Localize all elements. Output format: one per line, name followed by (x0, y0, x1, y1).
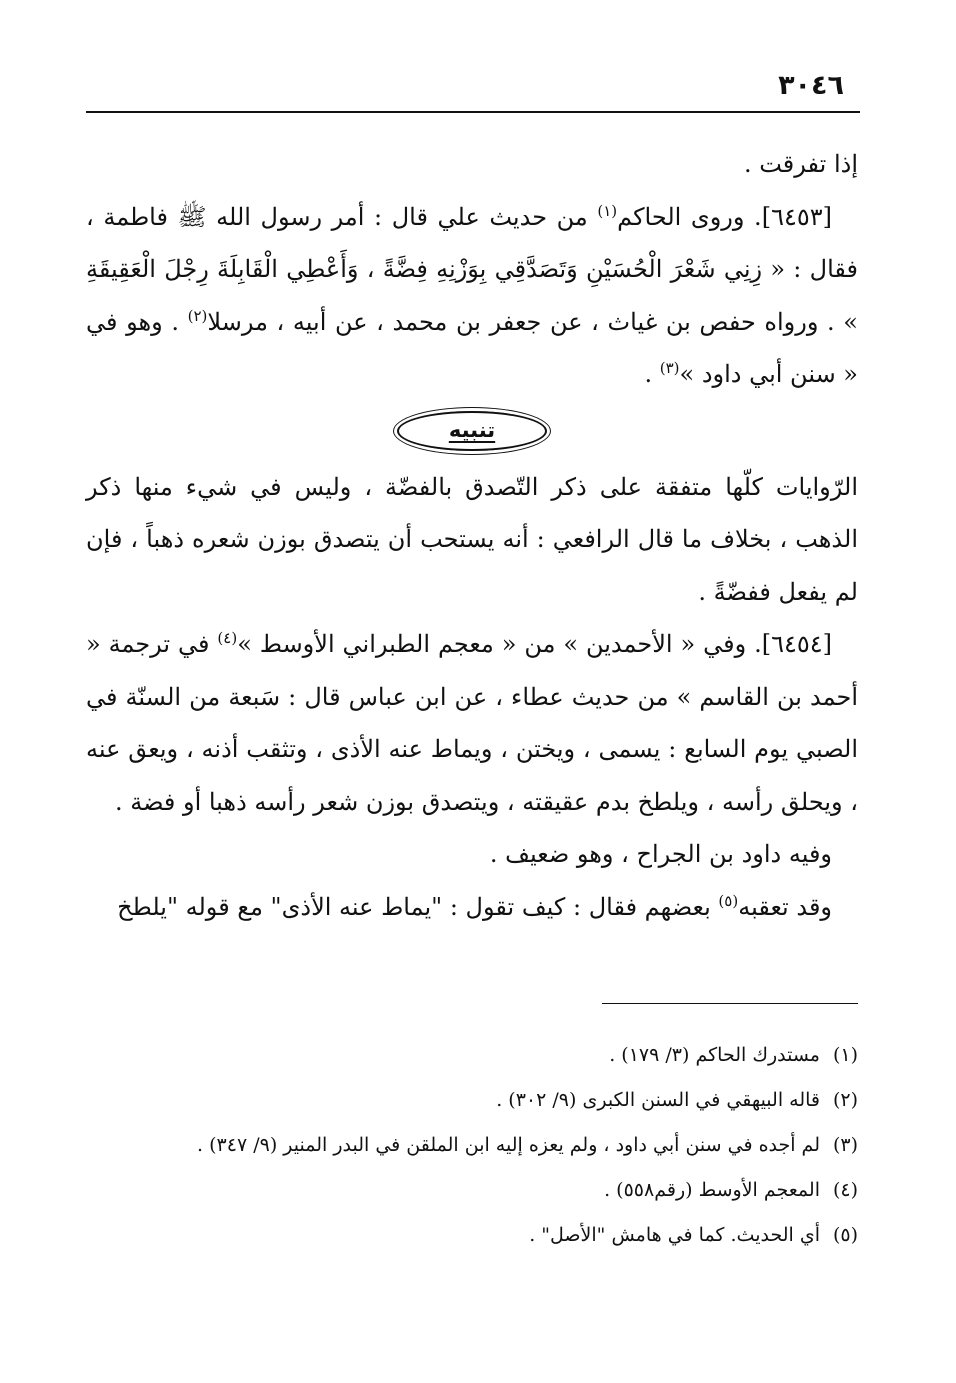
paragraph-6: وقد تعقبه$^{(٥)}$ بعضهم فقال : كيف تقول : "يماط عنه الأذى" مع قوله "يلطخ (117, 891, 832, 921)
paragraph-3: الرّوايات كلّها متفقة على ذكر التّصدق بالفضّة ، وليس في شيء منها ذكر الذهب ، بخلاف ما قال الرافعي : أنه يستحب أن يتصدق بوزن شعره ذهباً ، فإن لم يفعل ففضّةً . (86, 472, 858, 606)
notice-badge (397, 411, 547, 451)
footnote-number: (٥) (832, 1224, 858, 1246)
footnotes (86, 1033, 858, 1258)
footnote-text: قاله البيهقي في السنن الكبرى (٩/ ٣٠٢) . (496, 1089, 820, 1111)
footnote-1 (86, 1033, 858, 1078)
footnote-4 (86, 1168, 858, 1213)
footnote-number: (١) (832, 1044, 858, 1066)
footnote-text: أي الحديث. كما في هامش "الأصل" . (529, 1224, 820, 1246)
notice-title: تنبيه (448, 418, 496, 443)
paragraph-2: [٦٤٥٣]. وروى الحاكم$^{(١)}$ من حديث علي قال : أمر رسول الله ﷺ فاطمة ، فقال : « زِنِي شَعْرَ الْحُسَيْنِ وَتَصَدَّقِي بِوَزْنِهِ فِضَّةً ، وَأَعْطِي الْقَابِلَةَ رِجْلَ الْعَقِيقَةِ » . ورواه حفص بن غياث ، عن جعفر بن محمد ، عن أبيه ، مرسلا$^{(٢)}$ . وهو في « سنن أبي داود »$^{(٣)}$ . (86, 201, 859, 388)
footnote-rule (602, 1003, 858, 1004)
footnote-ref-1[interactable]: (١) (597, 201, 618, 220)
footnote-2 (86, 1078, 858, 1123)
footnote-ref-5[interactable]: (٥) (718, 891, 739, 910)
footnote-ref-3[interactable]: (٣) (659, 359, 680, 377)
notice-heading (86, 401, 858, 461)
footnote-ref-2[interactable]: (٢) (187, 306, 208, 325)
footnote-ref-4[interactable]: (٤) (217, 629, 238, 647)
paragraph-4: [٦٤٥٤]. وفي « الأحمدين » من « معجم الطبراني الأوسط »$^{(٤)}$ في ترجمة « أحمد بن القاسم » من حديث عطاء ، عن ابن عباس قال : سَبعة من السنّة في الصبي يوم السابع : يسمى ، ويختن ، ويماط عنه الأذى ، وتثقب أذنه ، ويعق عنه ، ويحلق رأسه ، ويلطخ بدم عقيقته ، ويتصدق بوزن شعر رأسه ذهبا أو فضة . (86, 629, 858, 816)
header-rule (86, 111, 860, 113)
footnote-3 (86, 1123, 858, 1168)
paragraph-1: إذا تفرقت . (743, 150, 858, 178)
footnote-5 (86, 1213, 858, 1258)
main-text (86, 138, 858, 933)
paragraph-5: وفيه داود بن الجراح ، وهو ضعيف . (489, 840, 832, 868)
footnote-text: المعجم الأوسط (رقم٥٥٨) . (604, 1179, 820, 1201)
footnote-text: لم أجده في سنن أبي داود ، ولم يعزه إليه ابن الملقن في البدر المنير (٩/ ٣٤٧) . (197, 1134, 820, 1156)
page-number: ٣٠٤٦ (778, 70, 844, 101)
footnote-text: مستدرك الحاكم (٣/ ١٧٩) . (609, 1044, 820, 1066)
footnote-number: (٢) (832, 1089, 858, 1111)
footnote-number: (٤) (832, 1179, 858, 1201)
footnote-number: (٣) (832, 1134, 858, 1156)
